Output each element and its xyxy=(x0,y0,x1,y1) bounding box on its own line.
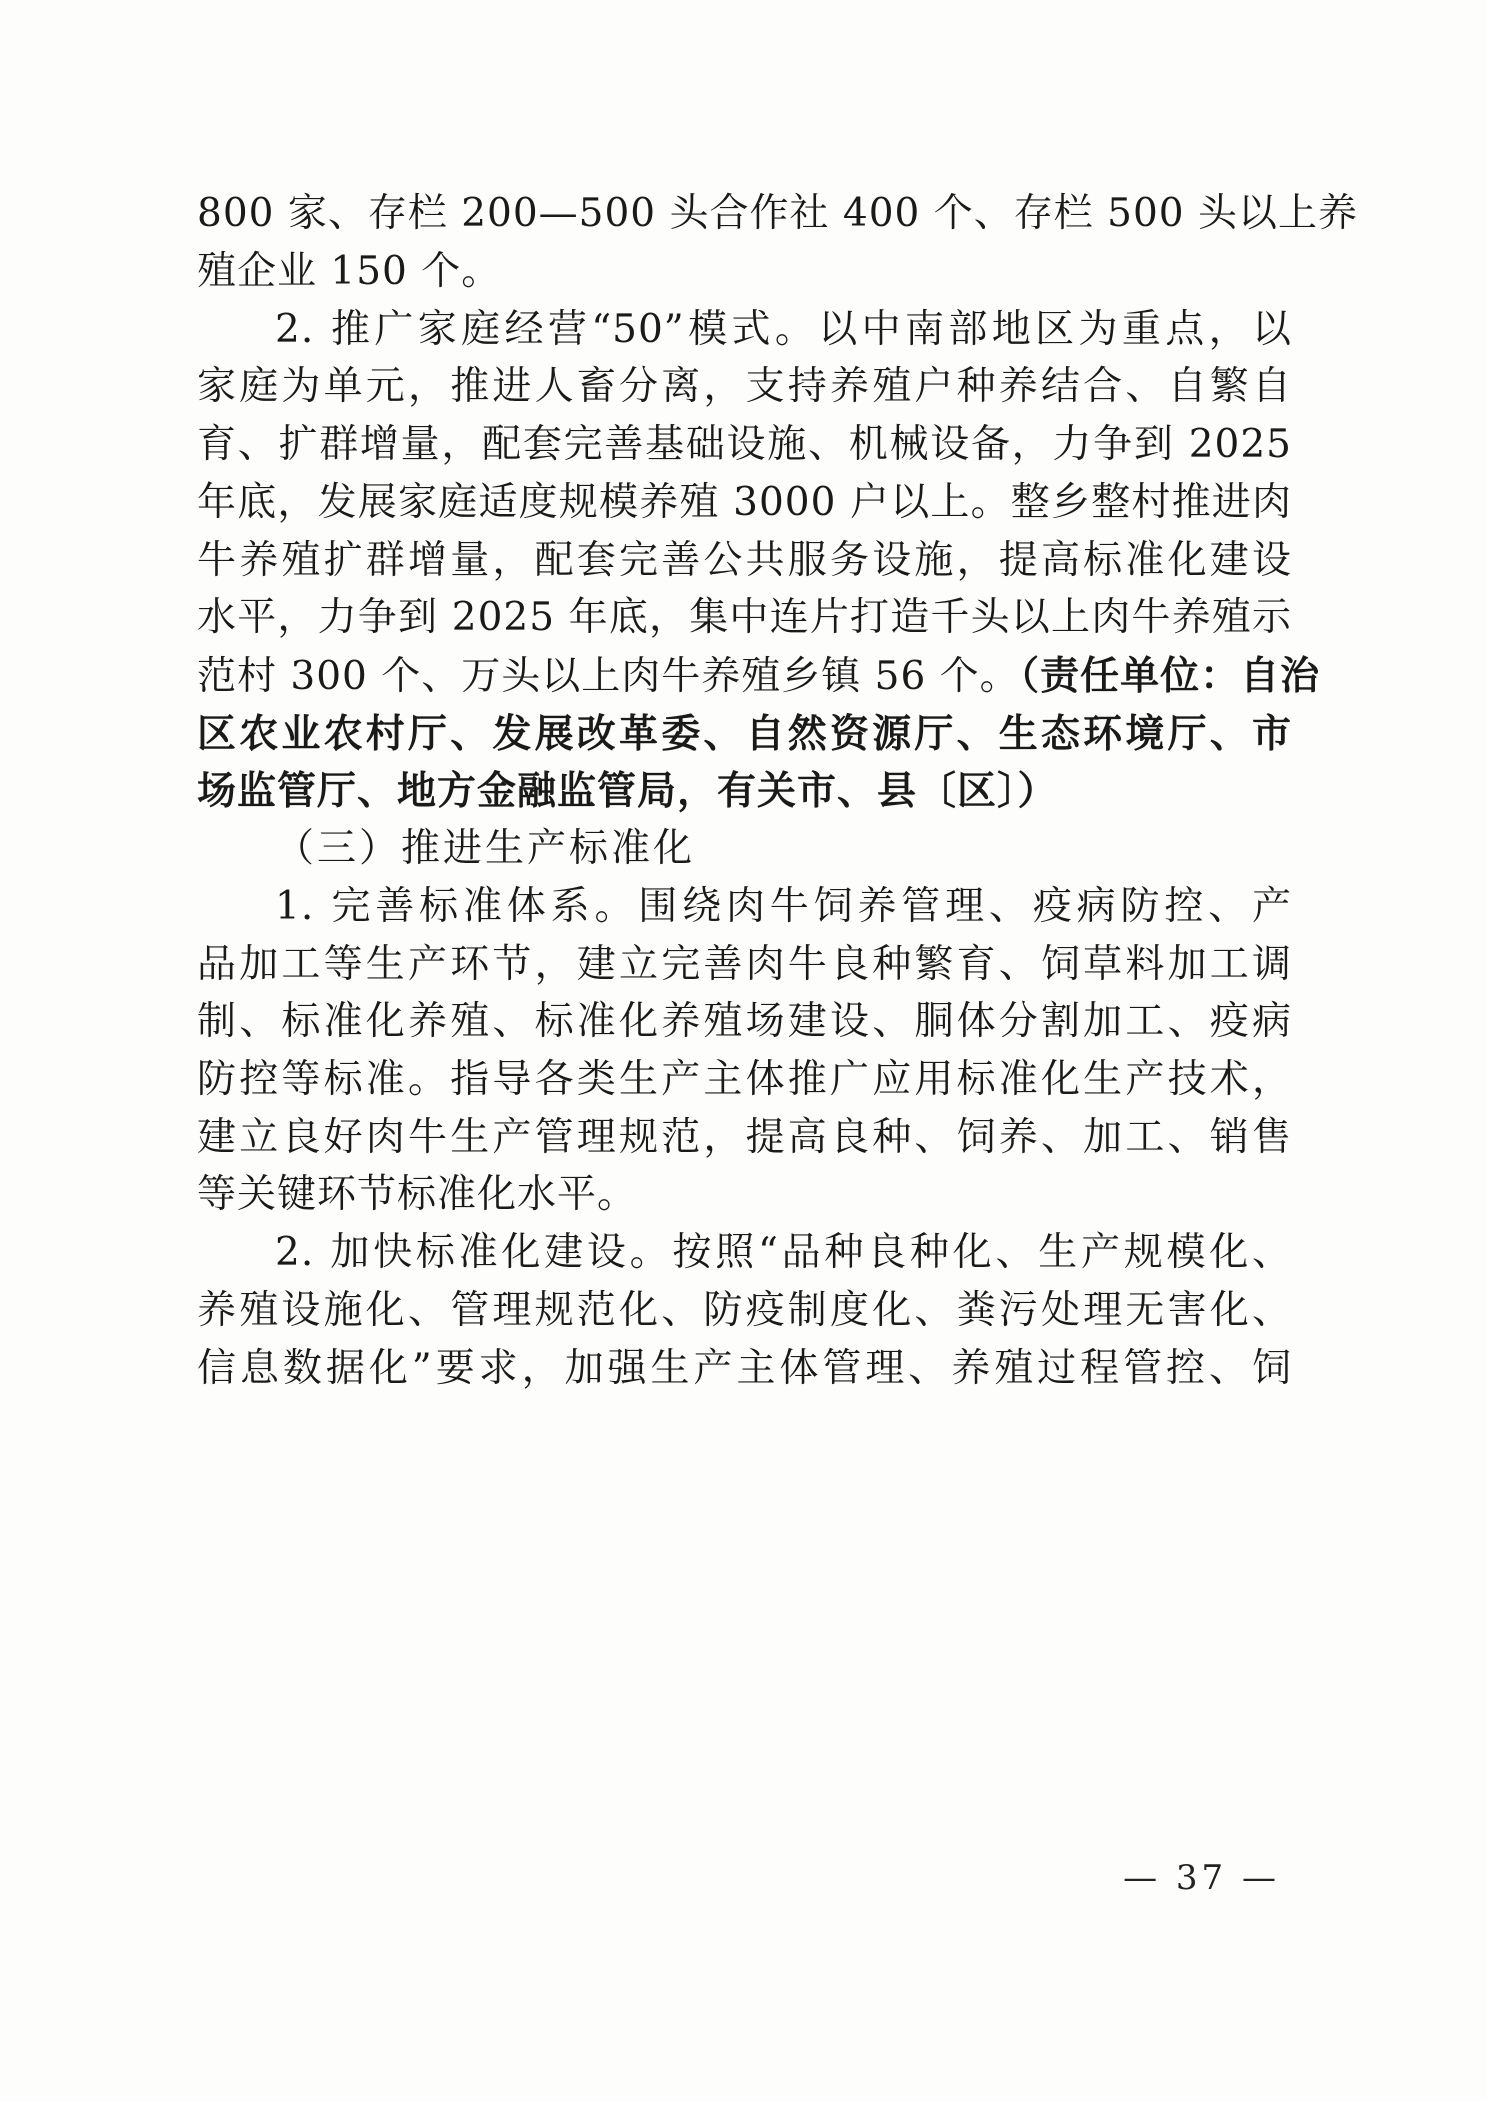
responsible-units-text: 场监管厅、地方金融监管局，有关市、县〔区〕） xyxy=(197,768,1058,814)
body-text-line: 防控等标准。指导各类生产主体推广应用标准化生产技术， xyxy=(197,1057,1292,1102)
paragraph-start-line: 2. 推广家庭经营“50”模式。以中南部地区为重点，以 xyxy=(275,307,1292,352)
body-text-line: 等关键环节标准化水平。 xyxy=(197,1172,638,1217)
page-number: — 37 — xyxy=(1123,1858,1280,1898)
body-text-line: 品加工等生产环节，建立完善肉牛良种繁育、饲草料加工调 xyxy=(197,942,1292,987)
responsible-units-text: （责任单位：自治 xyxy=(1019,653,1321,699)
body-text-line: 育、扩群增量，配套完善基础设施、机械设备，力争到 2025 xyxy=(197,422,1292,467)
body-text-line: 水平，力争到 2025 年底，集中连片打造千头以上肉牛养殖示 xyxy=(197,595,1292,640)
body-text-line: 家庭为单元，推进人畜分离，支持养殖户种养结合、自繁自 xyxy=(197,364,1292,409)
body-text-line: 养殖设施化、管理规范化、防疫制度化、粪污处理无害化、 xyxy=(197,1288,1292,1333)
body-text-line: 殖企业 150 个。 xyxy=(197,249,502,294)
section-heading: （三）推进生产标准化 xyxy=(275,826,696,871)
body-text-line: 800 家、存栏 200—500 头合作社 400 个、存栏 500 头以上养 xyxy=(197,191,1358,236)
body-text-line: 建立良好肉牛生产管理规范，提高良种、饲养、加工、销售 xyxy=(197,1115,1292,1160)
paragraph-start-line: 1. 完善标准体系。围绕肉牛饲养管理、疫病防控、产 xyxy=(275,884,1292,929)
body-text-line: 制、标准化养殖、标准化养殖场建设、胴体分割加工、疫病 xyxy=(197,999,1292,1044)
body-text-segment: 范村 300 个、万头以上肉牛养殖乡镇 56 个。 xyxy=(197,654,1020,699)
body-text-line: 信息数据化”要求，加强生产主体管理、养殖过程管控、饲 xyxy=(197,1346,1292,1391)
body-text-line: 年底，发展家庭适度规模养殖 3000 户以上。整乡整村推进肉 xyxy=(197,480,1292,525)
responsible-units-text: 区农业农村厅、发展改革委、自然资源厅、生态环境厅、市 xyxy=(197,711,1292,757)
body-text-line: 牛养殖扩群增量，配套完善公共服务设施，提高标准化建设 xyxy=(197,538,1292,583)
body-text-line xyxy=(197,652,1321,700)
paragraph-start-line: 2. 加快标准化建设。按照“品种良种化、生产规模化、 xyxy=(275,1230,1292,1275)
